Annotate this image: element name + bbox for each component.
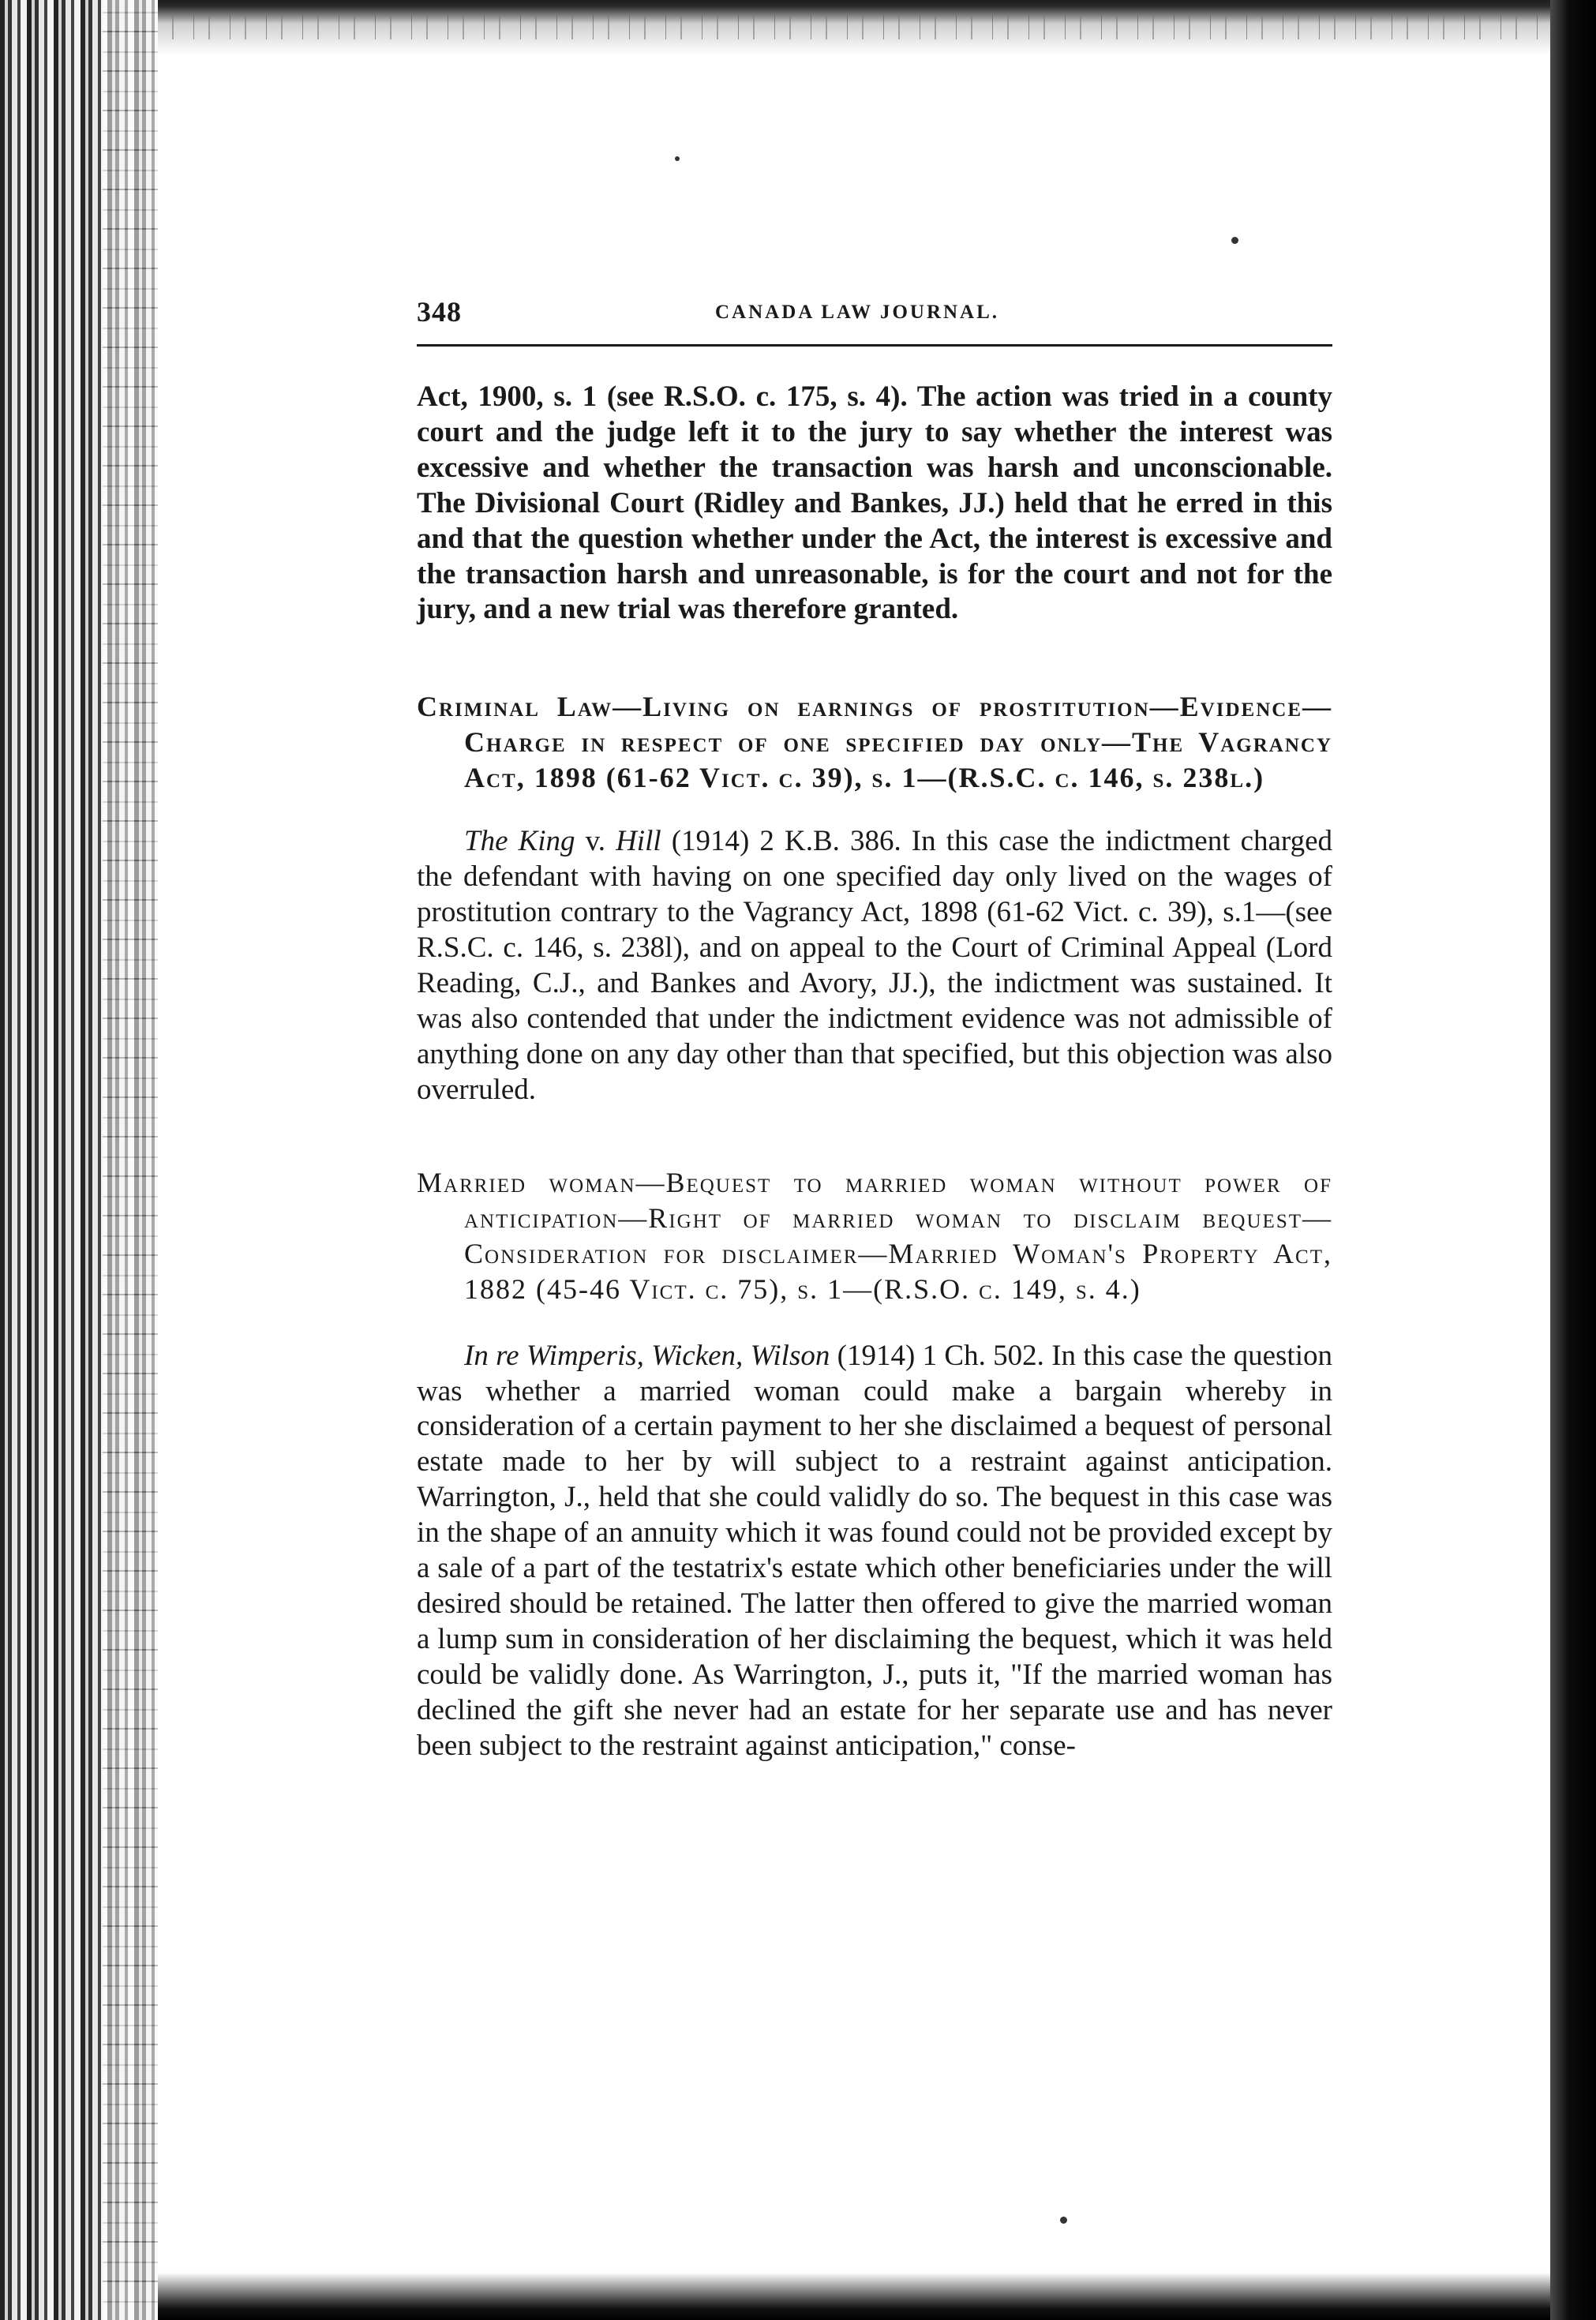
paragraph-text: (1914) 2 K.B. 386. In this case the indictment charged the defendant with having on one specified day only lived on the wages of prostitution contrary to the Vagrancy Act, 1898 (61-62 Vict. c. 39), s.1—(see R.S.C. c. 146, s. 238l), and on appeal to the Court of Criminal Appeal (Lord Reading, C.J., and Bankes and Avory, JJ.), the indictment was sustained. It was also contended that under the indictment evidence was not admissible of anything done on any day other than that specified, but this objection was also overruled.: [417, 825, 1332, 1106]
case-party: Hill: [616, 825, 661, 858]
case-name: The King: [464, 825, 575, 858]
running-head: [417, 292, 1332, 339]
scan-speck: [1060, 2217, 1067, 2224]
header-rule: [417, 344, 1332, 347]
case-versus: v.: [575, 825, 616, 858]
bottom-scan-edge: [158, 2273, 1550, 2320]
paragraph-text: (1914) 1 Ch. 502. In this case the question was whether a married woman could make a bargain whereby in consideration of a certain payment to her she disclaimed a bequest of personal estate made to her by will subject to a restraint against anticipation. Warrington, J., held that she could validly do so. The bequest in this case was in the shape of an annuity which it was found could not be provided except by a sale of a part of the testatrix's estate which other beneficiaries under the will desired should be retained. The latter then offered to give the married woman a lump sum in consideration of her disclaiming the bequest, which it was held could be validly done. As Warrington, J., puts it, "If the married woman has declined the gift she never had an estate for her separate use and has never been subject to the restraint against anticipation," conse-: [417, 1339, 1332, 1762]
case-name: In re Wimperis, Wicken, Wilson: [464, 1339, 830, 1372]
scan-speck: [675, 156, 680, 161]
right-scan-edge: [1550, 0, 1596, 2320]
page-number: 348: [417, 296, 462, 328]
paragraph-king-v-hill: [417, 824, 1332, 1108]
section-heading-criminal-law: [417, 689, 1332, 796]
journal-page: [417, 292, 1332, 1763]
section-heading-married-woman: [417, 1165, 1332, 1307]
journal-title: CANADA LAW JOURNAL.: [715, 302, 1000, 323]
heading-text: Criminal Law—Living on earnings of prostitution—Evidence—Charge in respect of one specified day only—The Vagrancy Act, 1898 (61-62 Vict. c. 39), s. 1—(R.S.C. c. 146, s. 238l.): [417, 691, 1332, 794]
book-binding-edge: [0, 0, 158, 2320]
scan-speck: [1231, 237, 1238, 244]
top-scan-edge: [158, 0, 1550, 75]
heading-text: Married woman—Bequest to married woman without power of anticipation—Right of married woman to disclaim bequest—Consideration for disclaimer—Married Woman's Property Act, 1882 (45-46 Vict. c. 75), s. 1—(R.S.O. c. 149, s. 4.): [417, 1166, 1332, 1305]
paragraph-re-wimperis: [417, 1339, 1332, 1764]
paragraph-continuation: Act, 1900, s. 1 (see R.S.O. c. 175, s. 4). The action was tried in a county court and the judge left it to the jury to say whether the interest was excessive and whether the transaction was harsh and unconscionable. The Divisional Court (Ridley and Bankes, JJ.) held that he erred in this and that the question whether under the Act, the interest is excessive and the transaction harsh and unreasonable, is for the court and not for the jury, and a new trial was therefore granted.: [417, 380, 1332, 626]
